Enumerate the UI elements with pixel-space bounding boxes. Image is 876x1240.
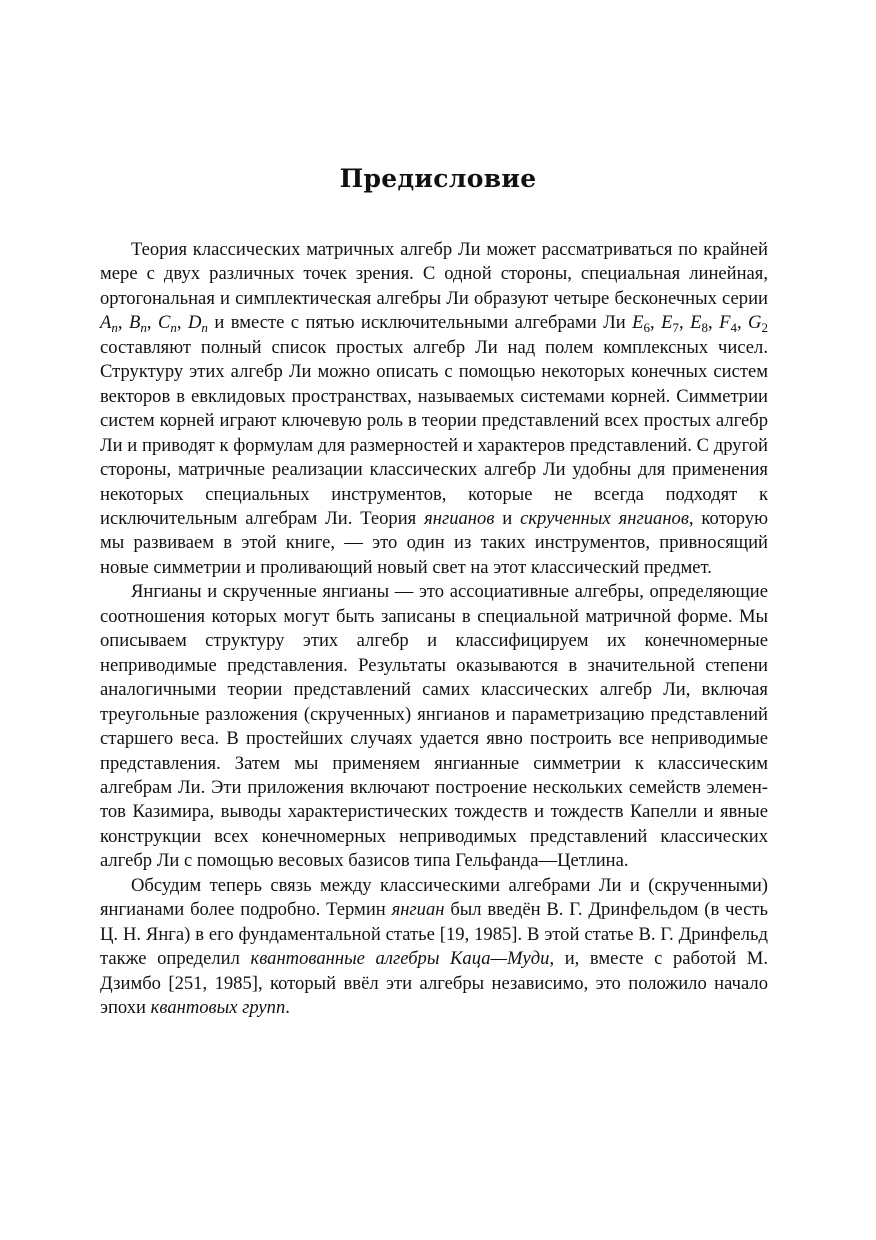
text-run: , <box>650 312 662 334</box>
text-run: , <box>736 312 749 334</box>
math-symbol-subscript: n <box>111 320 118 336</box>
italic-term: квантованные алгебры Каца—Муди <box>250 948 550 970</box>
math-symbol-subscript: n <box>140 320 147 336</box>
math-symbol-subscript: 8 <box>701 320 708 336</box>
text-run: Янгианы и скрученные янгианы — это ассоциативные алгебры, определяющие соотношения которых могут быть записаны в специальной матричной форме. Мы описываем структуру этих алгебр и классифицируем их конечномерные неприводимые представления. Результаты оказываются в значительной степени аналогичными теории представлений самих классических алгебр Ли, включая треугольные разложения (скрученных) янгианов и параметризацию представлений старшего веса. В простейших случаях удается явно построить все неприводимые представления. Затем мы применяем янгианные симметрии к классическим алгебрам Ли. Эти приложения включают построение нескольких семейств элементов Казимира, выводы характеристических тождеств и тождеств Капелли и явные конструкции всех конечномерных неприводимых представлений классических алгебр Ли с помощью весовых базисов типа Гельфанда—Цетлина. <box>100 581 768 872</box>
text-run: , <box>679 312 691 334</box>
math-symbol-base: E <box>661 312 673 334</box>
preface-body <box>100 238 768 1021</box>
paragraph-1 <box>100 238 768 580</box>
paragraph-3 <box>100 874 768 1021</box>
italic-term: скрученных янгианов <box>520 507 689 529</box>
text-run: был введён В. Г. Дринфельдом (в честь Ц. Н. Янга) в его фундаментальной статье [19, 1985]. В этой статье В. Г. Дринфельд также определил <box>100 899 768 970</box>
math-symbol <box>719 312 737 336</box>
text-run: и <box>494 507 521 529</box>
text-run: и вместе с пятью исключительными алгебрами Ли <box>207 312 633 334</box>
math-symbol-base: E <box>690 312 702 334</box>
text-run: составляют полный список простых алгебр Ли над полем комплексных чисел. Структуру этих алгебр Ли можно описать с помощью некоторых конечных систем векторов в евклидовых пространствах, называемых системами корней. Симметрии систем корней играют ключевую роль в теории представлений всех простых алгебр Ли и приводят к формулам для размерностей и характеров представлений. С другой стороны, матричные реализации классических алгебр Ли удобны для применения некоторых специальных инструментов, которые не всегда подходят к исключительным алгебрам Ли. Теория <box>100 336 768 529</box>
text-run: , <box>176 312 188 334</box>
math-symbol-subscript: 7 <box>672 320 680 336</box>
math-symbol-subscript: 2 <box>761 320 768 336</box>
math-symbol <box>748 312 768 336</box>
math-symbol-subscript: n <box>201 320 208 336</box>
text-run: Обсудим теперь связь между классическими алгебрами Ли и (скрученными) янгианами более подробно. Термин <box>100 874 768 921</box>
text-run: , <box>117 312 129 334</box>
text-run: Теория классических матричных алгебр Ли может рассматриваться по крайней мере с двух различных точек зрения. С одной стороны, специальная линейная, ортогональная и симплектическая алгебры Ли образуют четыре бесконечных серии <box>100 239 768 309</box>
math-symbol-base: E <box>632 312 644 334</box>
math-symbol-base: G <box>748 312 762 334</box>
text-run: , которую мы развиваем в этой книге, — это один из таких инструментов, привносящий новые симметрии и проливающий новый свет на этот классический предмет. <box>100 507 768 578</box>
math-symbol <box>661 312 680 336</box>
math-symbol <box>157 312 177 336</box>
page-title: Предисловие <box>339 164 537 193</box>
text-run: , <box>707 312 720 334</box>
italic-term: янгиан <box>391 899 445 921</box>
math-symbol <box>187 312 208 336</box>
math-symbol-base: A <box>100 312 112 334</box>
math-symbol-subscript: n <box>170 320 177 336</box>
math-symbol <box>632 312 651 336</box>
math-symbol-base: C <box>157 312 171 334</box>
italic-term: квантовых групп <box>150 997 286 1019</box>
math-symbol-base: D <box>187 312 202 334</box>
math-symbol-subscript: 6 <box>643 320 651 336</box>
math-symbol <box>100 312 118 336</box>
math-symbol-base: F <box>719 312 731 334</box>
text-run: . <box>285 997 290 1019</box>
paragraph-2 <box>100 580 768 873</box>
math-symbol-subscript: 4 <box>730 320 737 336</box>
italic-term: янгианов <box>424 507 495 529</box>
math-symbol-base: B <box>128 312 141 334</box>
math-symbol <box>690 312 708 336</box>
text-run: , и, вместе с работой М. Дзимбо [251, 1985], который ввёл эти алгебры независимо, это положило начало эпохи <box>100 948 768 1019</box>
text-run: , <box>146 312 158 334</box>
math-symbol <box>128 312 147 336</box>
